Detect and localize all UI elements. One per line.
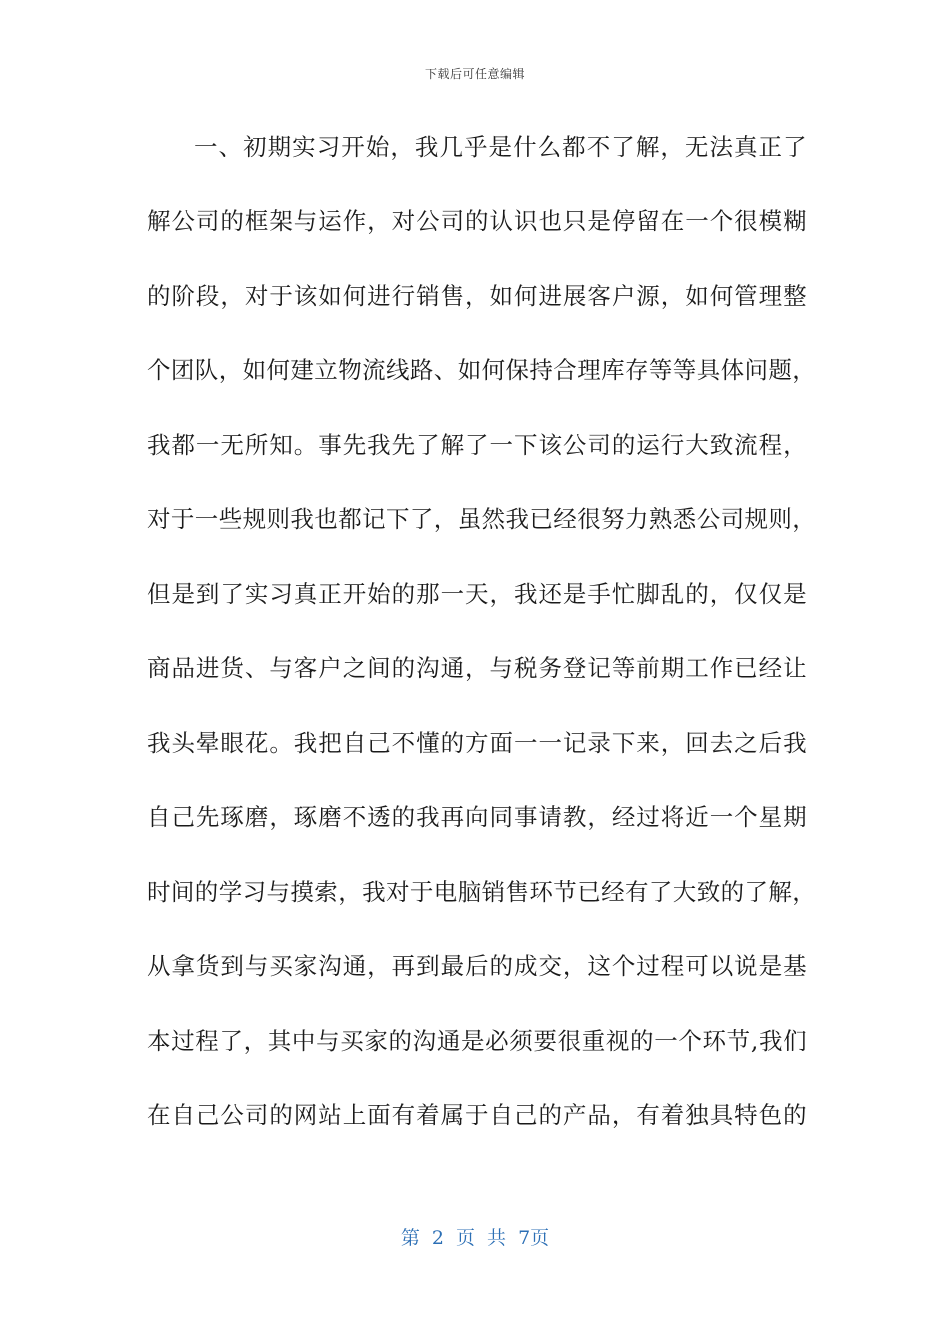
paragraph-line: 本过程了，其中与买家的沟通是必须要很重视的一个环节,我们 — [147, 1027, 807, 1055]
paragraph-line: 自己先琢磨，琢磨不透的我再向同事请教，经过将近一个星期 — [147, 803, 807, 831]
page-header: 下载后可任意编辑 — [424, 67, 525, 81]
paragraph-line: 我头晕眼花。我把自己不懂的方面一一记录下来，回去之后我 — [147, 729, 807, 757]
paragraph-line: 在自己公司的网站上面有着属于自己的产品，有着独具特色的 — [147, 1101, 807, 1129]
paragraph-line: 一、初期实习开始，我几乎是什么都不了解，无法真正了 — [194, 133, 807, 161]
paragraph-line: 的阶段，对于该如何进行销售，如何进展客户源，如何管理整 — [147, 282, 807, 310]
page-number: 第 2 页 共 7页 — [400, 1227, 550, 1249]
paragraph-line: 从拿货到与买家沟通，再到最后的成交，这个过程可以说是基 — [147, 952, 807, 980]
paragraph-line: 我都一无所知。事先我先了解了一下该公司的运行大致流程， — [147, 431, 807, 459]
paragraph-line: 但是到了实习真正开始的那一天，我还是手忙脚乱的，仅仅是 — [147, 580, 807, 608]
paragraph-line: 个团队，如何建立物流线路、如何保持合理库存等等具体问题， — [147, 356, 817, 384]
paragraph-line: 时间的学习与摸索，我对于电脑销售环节已经有了大致的了解， — [147, 878, 817, 906]
paragraph-line: 商品进货、与客户之间的沟通，与税务登记等前期工作已经让 — [147, 654, 807, 682]
paragraph-line: 解公司的框架与运作，对公司的认识也只是停留在一个很模糊 — [147, 207, 807, 235]
paragraph-line: 对于一些规则我也都记下了，虽然我已经很努力熟悉公司规则， — [147, 505, 817, 533]
